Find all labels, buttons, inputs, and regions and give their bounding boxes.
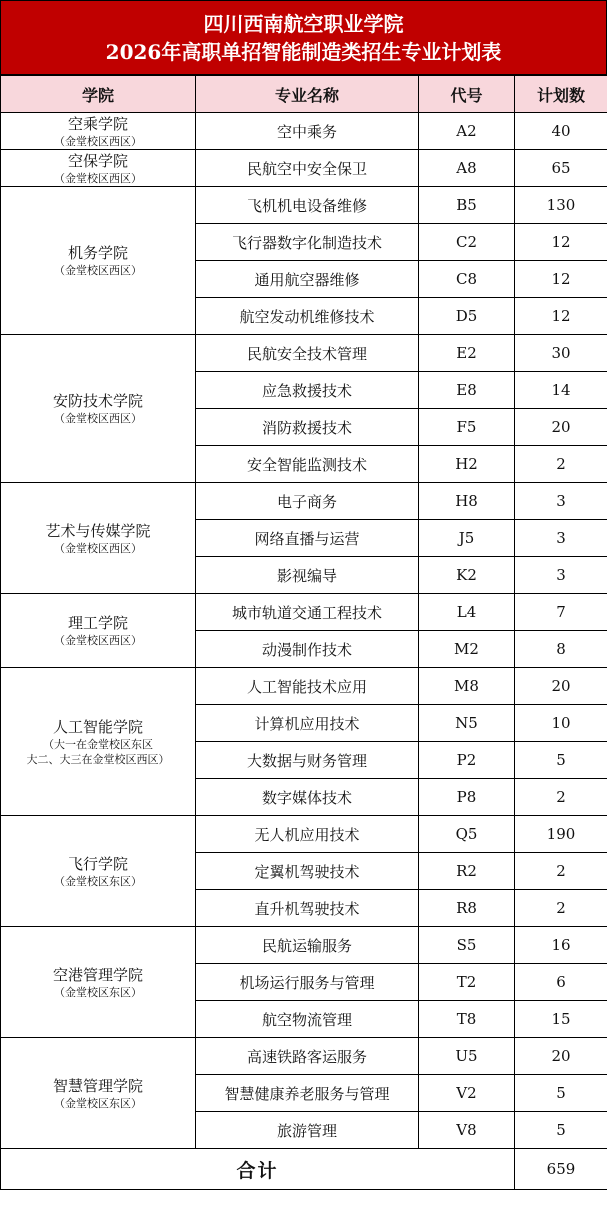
- plan-count: 5: [515, 1112, 607, 1149]
- header-college: 学院: [1, 76, 196, 113]
- plan-count: 30: [515, 335, 607, 372]
- table-header-row: [1, 76, 607, 113]
- plan-count: 12: [515, 261, 607, 298]
- plan-count: 20: [515, 409, 607, 446]
- table-row: [1, 335, 607, 372]
- college-cell: [1, 1038, 196, 1149]
- school-name: 四川西南航空职业学院: [203, 12, 404, 36]
- table-row: [1, 927, 607, 964]
- major-code: D5: [419, 298, 515, 335]
- major-name: 通用航空器维修: [196, 261, 419, 298]
- major-code: N5: [419, 705, 515, 742]
- college-name: 理工学院: [67, 614, 128, 632]
- enrollment-plan-table: [0, 75, 607, 1190]
- header-code: 代号: [419, 76, 515, 113]
- plan-count: 8: [515, 631, 607, 668]
- major-code: T2: [419, 964, 515, 1001]
- college-campus: （金堂校区西区）: [54, 634, 142, 647]
- major-code: E2: [419, 335, 515, 372]
- major-code: E8: [419, 372, 515, 409]
- plan-count: 65: [515, 150, 607, 187]
- major-name: 飞机机电设备维修: [196, 187, 419, 224]
- college-campus: （大一在金堂校区东区: [43, 737, 153, 751]
- college-name: 空港管理学院: [52, 965, 143, 984]
- major-code: T8: [419, 1001, 515, 1038]
- college-name: 安防技术学院: [52, 392, 143, 410]
- plan-count: 5: [515, 742, 607, 779]
- college-cell: [1, 150, 196, 187]
- college-campus: （金堂校区西区）: [54, 134, 142, 148]
- major-name: 民航安全技术管理: [196, 335, 419, 372]
- college-cell: [1, 113, 196, 150]
- major-name: 直升机驾驶技术: [196, 890, 419, 927]
- college-name: 空保学院: [67, 151, 128, 170]
- major-name: 消防救援技术: [196, 409, 419, 446]
- plan-count: 12: [515, 224, 607, 261]
- college-name: 空乘学院: [67, 114, 128, 133]
- major-code: A2: [419, 113, 515, 150]
- total-label: 合计: [1, 1149, 515, 1190]
- table-row: [1, 668, 607, 705]
- major-code: C2: [419, 224, 515, 261]
- major-code: M8: [419, 668, 515, 705]
- college-cell: [1, 816, 196, 927]
- major-name: 高速铁路客运服务: [196, 1038, 419, 1075]
- table-row: [1, 187, 607, 224]
- table-body: [1, 113, 607, 1149]
- major-name: 空中乘务: [196, 113, 419, 150]
- college-campus: （金堂校区东区）: [54, 874, 142, 888]
- college-name: 机务学院: [67, 244, 128, 262]
- college-campus: （金堂校区西区）: [54, 412, 142, 425]
- major-code: B5: [419, 187, 515, 224]
- major-code: R2: [419, 853, 515, 890]
- plan-count: 40: [515, 113, 607, 150]
- header-major: 专业名称: [196, 76, 419, 113]
- major-name: 计算机应用技术: [196, 705, 419, 742]
- table-title: [0, 0, 607, 75]
- major-code: P8: [419, 779, 515, 816]
- major-name: 旅游管理: [196, 1112, 419, 1149]
- table-row: [1, 483, 607, 520]
- college-campus: （金堂校区西区）: [54, 264, 142, 277]
- plan-count: 3: [515, 483, 607, 520]
- table-row: [1, 594, 607, 631]
- college-campus: （金堂校区东区）: [54, 1096, 142, 1110]
- plan-count: 15: [515, 1001, 607, 1038]
- major-name: 大数据与财务管理: [196, 742, 419, 779]
- college-cell: [1, 335, 196, 483]
- major-code: J5: [419, 520, 515, 557]
- college-campus: （金堂校区西区）: [54, 171, 142, 185]
- major-name: 电子商务: [196, 483, 419, 520]
- table-row: [1, 1038, 607, 1075]
- total-value: 659: [515, 1149, 607, 1190]
- major-code: P2: [419, 742, 515, 779]
- plan-count: 20: [515, 668, 607, 705]
- header-plan: 计划数: [515, 76, 607, 113]
- plan-count: 2: [515, 446, 607, 483]
- college-name: 人工智能学院: [52, 717, 143, 736]
- plan-count: 20: [515, 1038, 607, 1075]
- major-code: M2: [419, 631, 515, 668]
- major-name: 定翼机驾驶技术: [196, 853, 419, 890]
- major-name: 无人机应用技术: [196, 816, 419, 853]
- major-code: F5: [419, 409, 515, 446]
- table-row: [1, 113, 607, 150]
- plan-count: 3: [515, 557, 607, 594]
- plan-count: 14: [515, 372, 607, 409]
- college-campus: （金堂校区东区）: [54, 985, 142, 999]
- major-name: 安全智能监测技术: [196, 446, 419, 483]
- major-name: 数字媒体技术: [196, 779, 419, 816]
- plan-count: 12: [515, 298, 607, 335]
- college-cell: [1, 668, 196, 816]
- major-name: 网络直播与运营: [196, 520, 419, 557]
- major-code: C8: [419, 261, 515, 298]
- major-code: L4: [419, 594, 515, 631]
- major-name: 民航空中安全保卫: [196, 150, 419, 187]
- college-name: 飞行学院: [67, 854, 128, 873]
- college-cell: [1, 187, 196, 335]
- major-code: U5: [419, 1038, 515, 1075]
- total-row: [1, 1149, 607, 1190]
- major-name: 应急救援技术: [196, 372, 419, 409]
- plan-count: 190: [515, 816, 607, 853]
- major-name: 影视编导: [196, 557, 419, 594]
- major-name: 航空物流管理: [196, 1001, 419, 1038]
- plan-title: 2026年高职单招智能制造类招生专业计划表: [105, 40, 502, 64]
- plan-count: 2: [515, 853, 607, 890]
- major-name: 飞行器数字化制造技术: [196, 224, 419, 261]
- college-cell: [1, 594, 196, 668]
- plan-count: 3: [515, 520, 607, 557]
- major-name: 航空发动机维修技术: [196, 298, 419, 335]
- major-name: 智慧健康养老服务与管理: [196, 1075, 419, 1112]
- major-code: V2: [419, 1075, 515, 1112]
- major-code: V8: [419, 1112, 515, 1149]
- major-code: H8: [419, 483, 515, 520]
- college-name: 艺术与传媒学院: [45, 521, 151, 540]
- table-row: [1, 816, 607, 853]
- major-name: 民航运输服务: [196, 927, 419, 964]
- table-row: [1, 150, 607, 187]
- plan-count: 7: [515, 594, 607, 631]
- plan-count: 130: [515, 187, 607, 224]
- college-cell: [1, 927, 196, 1038]
- major-code: R8: [419, 890, 515, 927]
- major-name: 机场运行服务与管理: [196, 964, 419, 1001]
- plan-count: 16: [515, 927, 607, 964]
- major-code: Q5: [419, 816, 515, 853]
- major-name: 人工智能技术应用: [196, 668, 419, 705]
- college-campus: 大二、大三在金堂校区西区）: [26, 752, 170, 766]
- college-campus: （金堂校区西区）: [54, 541, 142, 555]
- plan-count: 10: [515, 705, 607, 742]
- plan-count: 2: [515, 779, 607, 816]
- plan-count: 5: [515, 1075, 607, 1112]
- major-name: 城市轨道交通工程技术: [196, 594, 419, 631]
- college-name: 智慧管理学院: [52, 1076, 143, 1095]
- college-cell: [1, 483, 196, 594]
- major-code: H2: [419, 446, 515, 483]
- plan-count: 6: [515, 964, 607, 1001]
- major-code: K2: [419, 557, 515, 594]
- major-code: S5: [419, 927, 515, 964]
- plan-count: 2: [515, 890, 607, 927]
- major-name: 动漫制作技术: [196, 631, 419, 668]
- major-code: A8: [419, 150, 515, 187]
